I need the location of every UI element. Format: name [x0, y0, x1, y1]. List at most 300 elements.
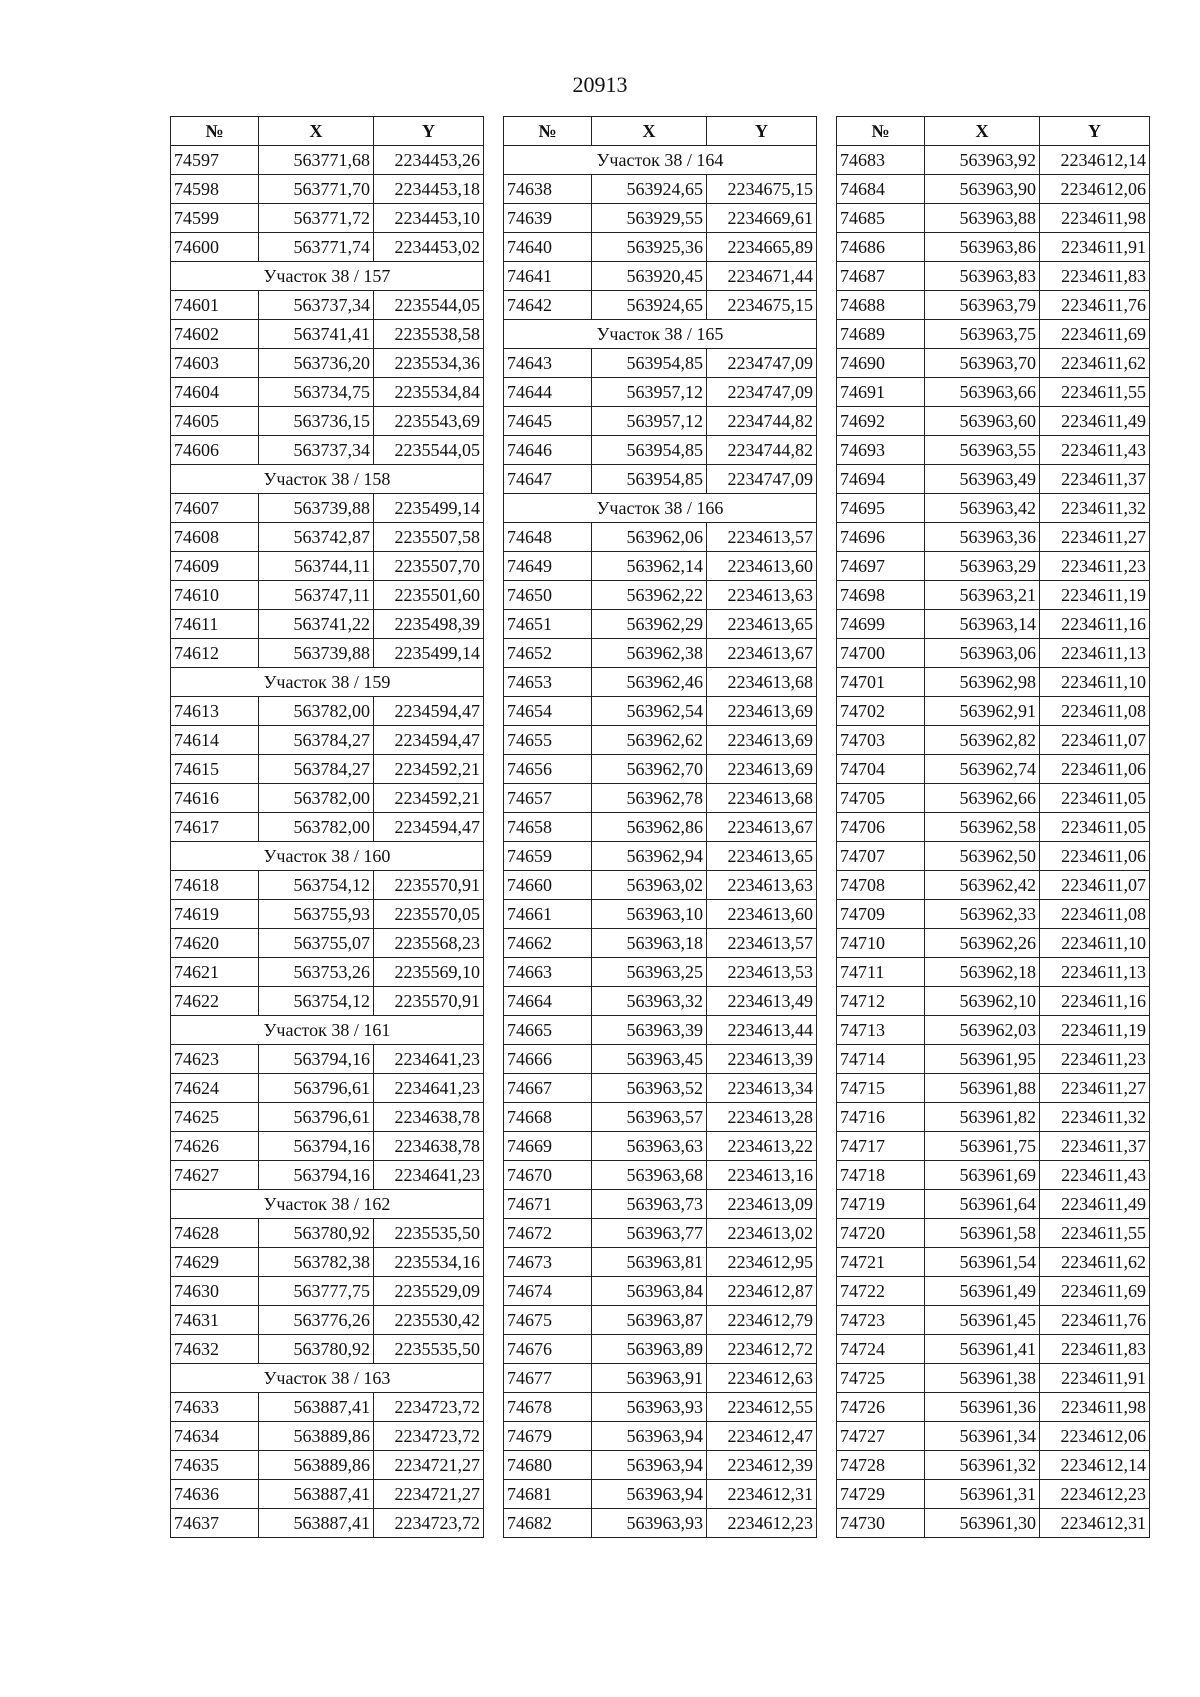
point-number: 74721 — [837, 1248, 925, 1277]
x-coordinate: 563744,11 — [259, 552, 374, 581]
table-row — [837, 1161, 1150, 1190]
table-row — [837, 958, 1150, 987]
point-number: 74601 — [171, 291, 259, 320]
x-coordinate: 563961,54 — [925, 1248, 1040, 1277]
table-row — [504, 987, 817, 1016]
y-coordinate: 2235569,10 — [374, 958, 484, 987]
x-coordinate: 563755,93 — [259, 900, 374, 929]
y-coordinate: 2234665,89 — [707, 233, 817, 262]
y-coordinate: 2235534,16 — [374, 1248, 484, 1277]
coordinates-table-3 — [836, 116, 1150, 1538]
table-row — [171, 726, 484, 755]
y-coordinate: 2234611,91 — [1040, 233, 1150, 262]
y-coordinate: 2234613,02 — [707, 1219, 817, 1248]
point-number: 74678 — [504, 1393, 592, 1422]
y-coordinate: 2234723,72 — [374, 1422, 484, 1451]
table-row — [837, 987, 1150, 1016]
x-coordinate: 563962,78 — [592, 784, 707, 813]
table-row — [171, 233, 484, 262]
x-coordinate: 563962,62 — [592, 726, 707, 755]
x-coordinate: 563963,94 — [592, 1480, 707, 1509]
table-row — [171, 755, 484, 784]
y-coordinate: 2234613,69 — [707, 697, 817, 726]
y-coordinate: 2234611,10 — [1040, 668, 1150, 697]
point-number: 74641 — [504, 262, 592, 291]
section-row — [171, 668, 484, 697]
y-coordinate: 2234611,62 — [1040, 349, 1150, 378]
x-coordinate: 563961,31 — [925, 1480, 1040, 1509]
x-coordinate: 563741,22 — [259, 610, 374, 639]
table-row — [504, 1306, 817, 1335]
point-number: 74637 — [171, 1509, 259, 1538]
y-coordinate: 2235543,69 — [374, 407, 484, 436]
x-coordinate: 563962,70 — [592, 755, 707, 784]
point-number: 74639 — [504, 204, 592, 233]
table-row — [837, 1422, 1150, 1451]
table-row — [504, 610, 817, 639]
y-coordinate: 2234612,14 — [1040, 146, 1150, 175]
x-coordinate: 563961,69 — [925, 1161, 1040, 1190]
table-row — [171, 1422, 484, 1451]
point-number: 74690 — [837, 349, 925, 378]
x-coordinate: 563794,16 — [259, 1161, 374, 1190]
x-coordinate: 563796,61 — [259, 1103, 374, 1132]
y-coordinate: 2234613,60 — [707, 552, 817, 581]
y-coordinate: 2234611,55 — [1040, 1219, 1150, 1248]
y-coordinate: 2234611,49 — [1040, 407, 1150, 436]
y-coordinate: 2234611,98 — [1040, 1393, 1150, 1422]
x-coordinate: 563962,74 — [925, 755, 1040, 784]
x-coordinate: 563962,26 — [925, 929, 1040, 958]
y-coordinate: 2234638,78 — [374, 1132, 484, 1161]
point-number: 74600 — [171, 233, 259, 262]
y-coordinate: 2234744,82 — [707, 407, 817, 436]
x-coordinate: 563777,75 — [259, 1277, 374, 1306]
x-coordinate: 563736,15 — [259, 407, 374, 436]
table-row — [837, 233, 1150, 262]
point-number: 74718 — [837, 1161, 925, 1190]
table-row — [504, 1451, 817, 1480]
y-coordinate: 2234611,07 — [1040, 726, 1150, 755]
point-number: 74624 — [171, 1074, 259, 1103]
y-coordinate: 2234747,09 — [707, 378, 817, 407]
table-row — [504, 1074, 817, 1103]
point-number: 74709 — [837, 900, 925, 929]
table-row — [837, 1219, 1150, 1248]
y-coordinate: 2234611,76 — [1040, 291, 1150, 320]
x-coordinate: 563794,16 — [259, 1045, 374, 1074]
y-coordinate: 2234671,44 — [707, 262, 817, 291]
y-coordinate: 2234611,27 — [1040, 1074, 1150, 1103]
x-coordinate: 563962,86 — [592, 813, 707, 842]
section-title: Участок 38 / 159 — [171, 668, 484, 697]
y-coordinate: 2234612,23 — [707, 1509, 817, 1538]
table-row — [504, 1045, 817, 1074]
x-coordinate: 563924,65 — [592, 175, 707, 204]
x-coordinate: 563961,36 — [925, 1393, 1040, 1422]
point-number: 74688 — [837, 291, 925, 320]
y-coordinate: 2234611,08 — [1040, 900, 1150, 929]
y-coordinate: 2234613,68 — [707, 668, 817, 697]
x-coordinate: 563887,41 — [259, 1509, 374, 1538]
point-number: 74696 — [837, 523, 925, 552]
point-number: 74644 — [504, 378, 592, 407]
section-title: Участок 38 / 161 — [171, 1016, 484, 1045]
x-coordinate: 563963,91 — [592, 1364, 707, 1393]
point-number: 74714 — [837, 1045, 925, 1074]
x-coordinate: 563962,10 — [925, 987, 1040, 1016]
point-number: 74602 — [171, 320, 259, 349]
point-number: 74668 — [504, 1103, 592, 1132]
x-coordinate: 563739,88 — [259, 639, 374, 668]
x-coordinate: 563961,58 — [925, 1219, 1040, 1248]
x-coordinate: 563963,49 — [925, 465, 1040, 494]
table-row — [837, 1103, 1150, 1132]
x-coordinate: 563782,00 — [259, 784, 374, 813]
y-coordinate: 2234613,09 — [707, 1190, 817, 1219]
section-row — [504, 494, 817, 523]
y-coordinate: 2234611,13 — [1040, 639, 1150, 668]
x-coordinate: 563963,25 — [592, 958, 707, 987]
x-coordinate: 563963,77 — [592, 1219, 707, 1248]
point-number: 74701 — [837, 668, 925, 697]
x-coordinate: 563961,32 — [925, 1451, 1040, 1480]
table-row — [171, 1277, 484, 1306]
y-coordinate: 2234453,10 — [374, 204, 484, 233]
point-number: 74642 — [504, 291, 592, 320]
table-row — [504, 262, 817, 291]
point-number: 74615 — [171, 755, 259, 784]
y-coordinate: 2235507,58 — [374, 523, 484, 552]
table-row — [837, 1277, 1150, 1306]
x-coordinate: 563963,79 — [925, 291, 1040, 320]
y-coordinate: 2234611,19 — [1040, 1016, 1150, 1045]
header-x: X — [259, 117, 374, 146]
point-number: 74623 — [171, 1045, 259, 1074]
y-coordinate: 2234613,28 — [707, 1103, 817, 1132]
point-number: 74692 — [837, 407, 925, 436]
table-row — [837, 465, 1150, 494]
y-coordinate: 2234611,69 — [1040, 320, 1150, 349]
point-number: 74716 — [837, 1103, 925, 1132]
table-row — [837, 175, 1150, 204]
x-coordinate: 563962,22 — [592, 581, 707, 610]
point-number: 74646 — [504, 436, 592, 465]
y-coordinate: 2234613,65 — [707, 610, 817, 639]
y-coordinate: 2234612,31 — [707, 1480, 817, 1509]
x-coordinate: 563961,82 — [925, 1103, 1040, 1132]
y-coordinate: 2234638,78 — [374, 1103, 484, 1132]
point-number: 74650 — [504, 581, 592, 610]
x-coordinate: 563961,41 — [925, 1335, 1040, 1364]
x-coordinate: 563963,63 — [592, 1132, 707, 1161]
x-coordinate: 563963,90 — [925, 175, 1040, 204]
y-coordinate: 2234611,23 — [1040, 1045, 1150, 1074]
table-row — [504, 1422, 817, 1451]
point-number: 74677 — [504, 1364, 592, 1393]
table-row — [171, 813, 484, 842]
table-row — [171, 581, 484, 610]
x-coordinate: 563963,70 — [925, 349, 1040, 378]
y-coordinate: 2234612,87 — [707, 1277, 817, 1306]
point-number: 74608 — [171, 523, 259, 552]
x-coordinate: 563963,06 — [925, 639, 1040, 668]
point-number: 74614 — [171, 726, 259, 755]
x-coordinate: 563963,93 — [592, 1393, 707, 1422]
point-number: 74657 — [504, 784, 592, 813]
table-row — [171, 697, 484, 726]
point-number: 74684 — [837, 175, 925, 204]
point-number: 74638 — [504, 175, 592, 204]
x-coordinate: 563963,18 — [592, 929, 707, 958]
x-coordinate: 563963,57 — [592, 1103, 707, 1132]
section-row — [171, 262, 484, 291]
point-number: 74626 — [171, 1132, 259, 1161]
table-row — [837, 784, 1150, 813]
y-coordinate: 2234723,72 — [374, 1393, 484, 1422]
point-number: 74628 — [171, 1219, 259, 1248]
table-row — [504, 639, 817, 668]
x-coordinate: 563784,27 — [259, 726, 374, 755]
page-number: 20913 — [572, 72, 628, 97]
table-row — [837, 697, 1150, 726]
point-number: 74659 — [504, 842, 592, 871]
x-coordinate: 563963,29 — [925, 552, 1040, 581]
x-coordinate: 563962,98 — [925, 668, 1040, 697]
table-row — [504, 668, 817, 697]
y-coordinate: 2235535,50 — [374, 1335, 484, 1364]
table-row — [837, 1451, 1150, 1480]
table-row — [171, 610, 484, 639]
header-number: № — [171, 117, 259, 146]
table-row — [171, 291, 484, 320]
table-row — [837, 1509, 1150, 1538]
table-row — [171, 871, 484, 900]
y-coordinate: 2234453,26 — [374, 146, 484, 175]
x-coordinate: 563963,73 — [592, 1190, 707, 1219]
point-number: 74724 — [837, 1335, 925, 1364]
y-coordinate: 2234611,98 — [1040, 204, 1150, 233]
table-row — [171, 900, 484, 929]
x-coordinate: 563962,66 — [925, 784, 1040, 813]
point-number: 74676 — [504, 1335, 592, 1364]
table-row — [837, 1248, 1150, 1277]
x-coordinate: 563957,12 — [592, 407, 707, 436]
point-number: 74635 — [171, 1451, 259, 1480]
y-coordinate: 2234611,32 — [1040, 1103, 1150, 1132]
point-number: 74706 — [837, 813, 925, 842]
table-row — [504, 349, 817, 378]
point-number: 74726 — [837, 1393, 925, 1422]
point-number: 74604 — [171, 378, 259, 407]
y-coordinate: 2235538,58 — [374, 320, 484, 349]
section-row — [171, 1190, 484, 1219]
y-coordinate: 2234612,95 — [707, 1248, 817, 1277]
y-coordinate: 2234613,67 — [707, 813, 817, 842]
y-coordinate: 2235570,05 — [374, 900, 484, 929]
y-coordinate: 2235570,91 — [374, 987, 484, 1016]
section-row — [171, 1364, 484, 1393]
point-number: 74621 — [171, 958, 259, 987]
x-coordinate: 563962,18 — [925, 958, 1040, 987]
y-coordinate: 2234611,37 — [1040, 1132, 1150, 1161]
y-coordinate: 2234613,69 — [707, 726, 817, 755]
x-coordinate: 563961,75 — [925, 1132, 1040, 1161]
point-number: 74722 — [837, 1277, 925, 1306]
table-row — [171, 639, 484, 668]
table-row — [837, 1306, 1150, 1335]
point-number: 74632 — [171, 1335, 259, 1364]
table-row — [504, 1480, 817, 1509]
y-coordinate: 2234612,63 — [707, 1364, 817, 1393]
table-row — [837, 204, 1150, 233]
point-number: 74598 — [171, 175, 259, 204]
y-coordinate: 2234611,43 — [1040, 1161, 1150, 1190]
point-number: 74712 — [837, 987, 925, 1016]
x-coordinate: 563962,58 — [925, 813, 1040, 842]
point-number: 74613 — [171, 697, 259, 726]
y-coordinate: 2234613,16 — [707, 1161, 817, 1190]
table-row — [837, 1364, 1150, 1393]
point-number: 74636 — [171, 1480, 259, 1509]
x-coordinate: 563963,83 — [925, 262, 1040, 291]
y-coordinate: 2234641,23 — [374, 1045, 484, 1074]
point-number: 74704 — [837, 755, 925, 784]
x-coordinate: 563737,34 — [259, 291, 374, 320]
table-row — [504, 378, 817, 407]
point-number: 74702 — [837, 697, 925, 726]
table-row — [837, 929, 1150, 958]
y-coordinate: 2234611,05 — [1040, 813, 1150, 842]
x-coordinate: 563889,86 — [259, 1422, 374, 1451]
header-y: Y — [707, 117, 817, 146]
x-coordinate: 563782,00 — [259, 697, 374, 726]
x-coordinate: 563961,88 — [925, 1074, 1040, 1103]
point-number: 74671 — [504, 1190, 592, 1219]
y-coordinate: 2234611,05 — [1040, 784, 1150, 813]
y-coordinate: 2234612,06 — [1040, 175, 1150, 204]
table-row — [504, 291, 817, 320]
header-number: № — [837, 117, 925, 146]
y-coordinate: 2234613,44 — [707, 1016, 817, 1045]
point-number: 74666 — [504, 1045, 592, 1074]
table-row — [171, 1306, 484, 1335]
table-row — [171, 1335, 484, 1364]
point-number: 74660 — [504, 871, 592, 900]
table-header-row — [171, 117, 484, 146]
x-coordinate: 563734,75 — [259, 378, 374, 407]
table-row — [504, 842, 817, 871]
point-number: 74669 — [504, 1132, 592, 1161]
point-number: 74640 — [504, 233, 592, 262]
y-coordinate: 2234613,49 — [707, 987, 817, 1016]
x-coordinate: 563954,85 — [592, 436, 707, 465]
y-coordinate: 2234611,69 — [1040, 1277, 1150, 1306]
y-coordinate: 2234744,82 — [707, 436, 817, 465]
table-row — [171, 1219, 484, 1248]
coordinates-table-2 — [503, 116, 817, 1538]
point-number: 74729 — [837, 1480, 925, 1509]
point-number: 74725 — [837, 1364, 925, 1393]
section-title: Участок 38 / 163 — [171, 1364, 484, 1393]
table-row — [171, 1509, 484, 1538]
section-title: Участок 38 / 160 — [171, 842, 484, 871]
x-coordinate: 563962,03 — [925, 1016, 1040, 1045]
table-row — [837, 436, 1150, 465]
table-row — [504, 871, 817, 900]
x-coordinate: 563963,32 — [592, 987, 707, 1016]
point-number: 74645 — [504, 407, 592, 436]
point-number: 74603 — [171, 349, 259, 378]
table-row — [837, 1132, 1150, 1161]
y-coordinate: 2234612,55 — [707, 1393, 817, 1422]
x-coordinate: 563963,93 — [592, 1509, 707, 1538]
x-coordinate: 563963,21 — [925, 581, 1040, 610]
y-coordinate: 2234669,61 — [707, 204, 817, 233]
x-coordinate: 563963,81 — [592, 1248, 707, 1277]
table-row — [171, 1248, 484, 1277]
section-row — [171, 465, 484, 494]
table-row — [504, 958, 817, 987]
header-x: X — [925, 117, 1040, 146]
table-row — [504, 552, 817, 581]
section-row — [504, 320, 817, 349]
y-coordinate: 2234612,14 — [1040, 1451, 1150, 1480]
point-number: 74719 — [837, 1190, 925, 1219]
y-coordinate: 2234612,47 — [707, 1422, 817, 1451]
table-row — [837, 262, 1150, 291]
x-coordinate: 563739,88 — [259, 494, 374, 523]
y-coordinate: 2234747,09 — [707, 465, 817, 494]
point-number: 74730 — [837, 1509, 925, 1538]
x-coordinate: 563954,85 — [592, 349, 707, 378]
x-coordinate: 563737,34 — [259, 436, 374, 465]
point-number: 74625 — [171, 1103, 259, 1132]
point-number: 74711 — [837, 958, 925, 987]
point-number: 74703 — [837, 726, 925, 755]
x-coordinate: 563771,72 — [259, 204, 374, 233]
point-number: 74713 — [837, 1016, 925, 1045]
point-number: 74672 — [504, 1219, 592, 1248]
x-coordinate: 563962,06 — [592, 523, 707, 552]
y-coordinate: 2234611,10 — [1040, 929, 1150, 958]
table-row — [504, 784, 817, 813]
table-row — [837, 1393, 1150, 1422]
point-number: 74649 — [504, 552, 592, 581]
table-row — [171, 494, 484, 523]
point-number: 74728 — [837, 1451, 925, 1480]
x-coordinate: 563963,87 — [592, 1306, 707, 1335]
point-number: 74605 — [171, 407, 259, 436]
y-coordinate: 2234612,06 — [1040, 1422, 1150, 1451]
x-coordinate: 563794,16 — [259, 1132, 374, 1161]
header-number: № — [504, 117, 592, 146]
y-coordinate: 2235534,36 — [374, 349, 484, 378]
y-coordinate: 2234611,83 — [1040, 262, 1150, 291]
x-coordinate: 563747,11 — [259, 581, 374, 610]
table-row — [837, 407, 1150, 436]
y-coordinate: 2234611,62 — [1040, 1248, 1150, 1277]
point-number: 74656 — [504, 755, 592, 784]
point-number: 74643 — [504, 349, 592, 378]
table-row — [837, 900, 1150, 929]
point-number: 74661 — [504, 900, 592, 929]
x-coordinate: 563961,38 — [925, 1364, 1040, 1393]
point-number: 74693 — [837, 436, 925, 465]
point-number: 74705 — [837, 784, 925, 813]
table-row — [837, 494, 1150, 523]
x-coordinate: 563963,94 — [592, 1451, 707, 1480]
